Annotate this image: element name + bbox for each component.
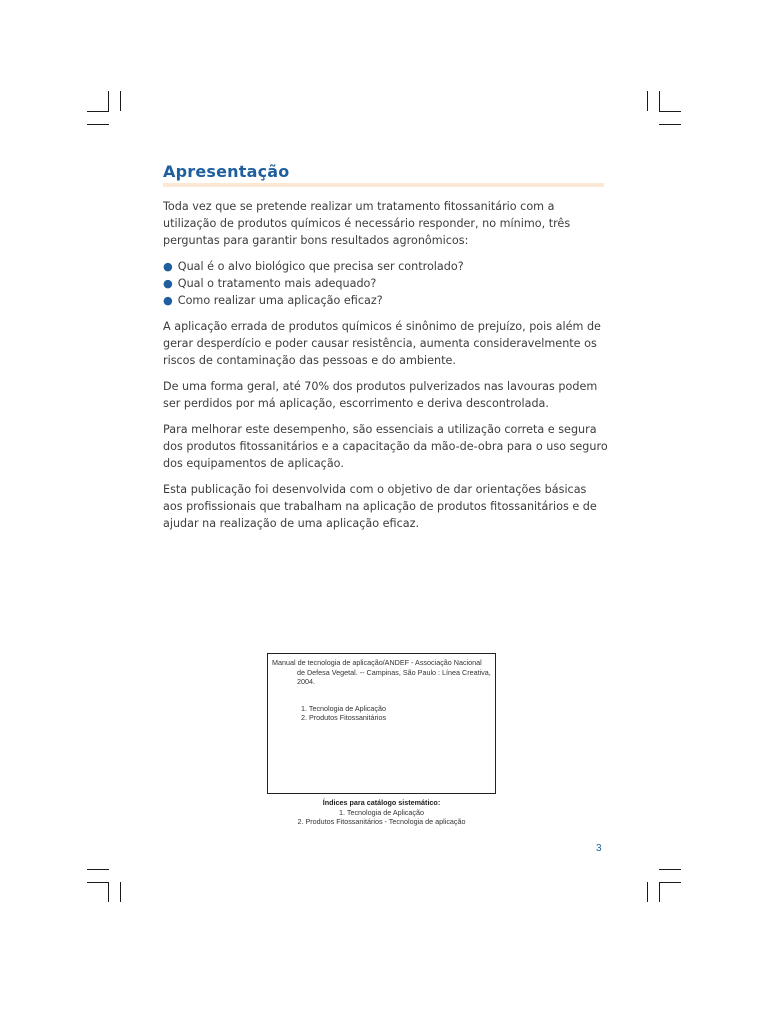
question-list bbox=[163, 258, 608, 309]
catalog-subject: 2. Produtos Fitossanitários bbox=[301, 713, 387, 722]
title-underline bbox=[163, 183, 604, 187]
catalog-subjects bbox=[301, 704, 491, 723]
catalog-reference-line: Manual de tecnologia de aplicação/ANDEF - Associação Nacional bbox=[272, 658, 482, 667]
bullet-icon: ● bbox=[163, 260, 173, 273]
list-item: ● Qual é o alvo biológico que precisa ser controlado? bbox=[163, 260, 464, 273]
paragraph: A aplicação errada de produtos químicos é sinônimo de prejuízo, pois além de gerar desperdício e poder causar resistência, aumenta consideravelmente os riscos de contaminação das pessoas e do ambiente. bbox=[163, 320, 601, 367]
crop-mark bbox=[659, 91, 660, 111]
catalog-subject: 1. Tecnologia de Aplicação bbox=[301, 703, 386, 713]
crop-mark bbox=[87, 111, 109, 112]
index-title: Índices para catálogo sistemático: bbox=[322, 798, 441, 807]
crop-mark bbox=[87, 882, 109, 883]
paragraph: De uma forma geral, até 70% dos produtos pulverizados nas lavouras podem ser perdidos por má aplicação, escorrimento e deriva descontrolada. bbox=[163, 380, 598, 410]
index-item: 2. Produtos Fitossanitários - Tecnologia de aplicação bbox=[297, 817, 466, 826]
catalog-reference-line: 2004. bbox=[297, 677, 315, 686]
index-item: 1. Tecnologia de Aplicação bbox=[339, 807, 424, 817]
crop-mark bbox=[108, 91, 109, 111]
crop-mark bbox=[659, 111, 681, 112]
crop-mark bbox=[108, 882, 109, 902]
crop-mark bbox=[647, 882, 648, 902]
crop-mark bbox=[647, 91, 648, 111]
catalog-index bbox=[267, 798, 496, 827]
paragraph: Esta publicação foi desenvolvida com o objetivo de dar orientações básicas aos profissionais que trabalham na aplicação de produtos fitossanitários e de ajudar na realização de uma aplicação eficaz. bbox=[163, 483, 597, 530]
paragraph: Para melhorar este desempenho, são essenciais a utilização correta e segura dos produtos fitossanitários e a capacitação da mão-de-obra para o uso seguro dos equipamentos de aplicação. bbox=[163, 423, 608, 470]
bullet-icon: ● bbox=[163, 277, 173, 290]
crop-mark bbox=[120, 91, 121, 111]
crop-mark bbox=[659, 882, 681, 883]
bullet-icon: ● bbox=[163, 294, 173, 307]
list-item: ● Como realizar uma aplicação eficaz? bbox=[163, 294, 383, 307]
catalog-reference-line: de Defesa Vegetal. -- Campinas, São Paulo : Línea Creativa, bbox=[297, 667, 491, 677]
body-text bbox=[163, 198, 608, 541]
crop-mark bbox=[87, 124, 109, 125]
intro-paragraph: Toda vez que se pretende realizar um tratamento fitossanitário com a utilização de produtos químicos é necessário responder, no mínimo, três perguntas para garantir bons resultados agronômicos: bbox=[163, 200, 571, 247]
crop-mark bbox=[659, 882, 660, 902]
crop-mark bbox=[120, 882, 121, 902]
page-title: Apresentação bbox=[163, 162, 290, 181]
list-item: ● Qual o tratamento mais adequado? bbox=[163, 277, 377, 290]
crop-mark bbox=[87, 869, 109, 870]
catalog-record-box bbox=[267, 653, 496, 794]
crop-mark bbox=[659, 869, 681, 870]
page-number: 3 bbox=[596, 843, 602, 854]
crop-mark bbox=[659, 124, 681, 125]
